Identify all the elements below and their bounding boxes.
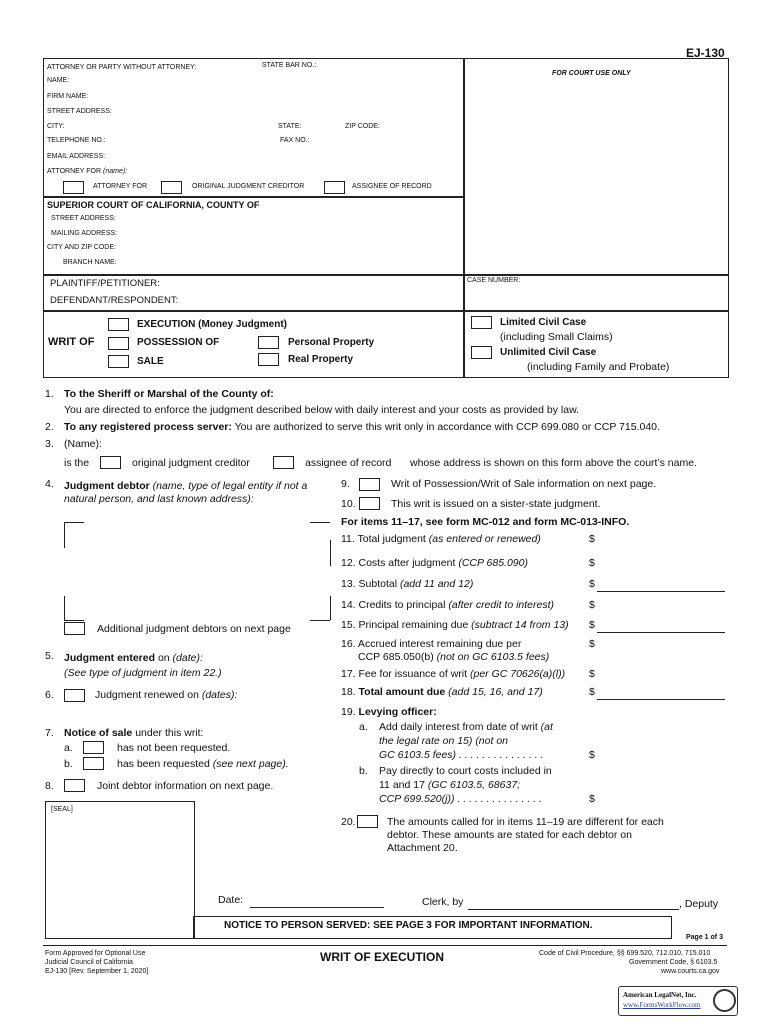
assignee-checkbox[interactable]	[324, 181, 345, 194]
logo-website[interactable]: www.FormsWorkFlow.com	[623, 1001, 701, 1009]
court-use-label: FOR COURT USE ONLY	[552, 70, 631, 77]
possession-checkbox[interactable]	[108, 337, 129, 350]
additional-debtors-label: Additional judgment debtors on next page	[97, 623, 291, 635]
item3-is-the: is the	[64, 457, 90, 469]
limited-case-sub: (including Small Claims)	[500, 331, 613, 343]
clerk-label: Clerk, by	[422, 896, 464, 908]
item7-number: 7.	[45, 727, 54, 739]
debtor-bracket-right-bottom	[330, 596, 331, 620]
name-label: NAME:	[47, 77, 70, 84]
item19b-line2: 11 and 17 (GC 6103.5, 68637;	[379, 779, 521, 791]
seal-label: [SEAL]	[51, 806, 73, 813]
footer-left-2: Judicial Council of California	[45, 959, 133, 966]
sale-checkbox[interactable]	[108, 355, 129, 368]
unlimited-case-option: Unlimited Civil Case	[500, 347, 597, 358]
item19a-line1: Add daily interest from date of writ (at	[379, 721, 553, 733]
item5-number: 5.	[45, 650, 54, 662]
item5-title: Judgment entered on (date):	[64, 652, 203, 664]
item5-sub: (See type of judgment in item 22.)	[64, 667, 222, 679]
defendant-label: DEFENDANT/RESPONDENT:	[50, 295, 179, 306]
debtor-bracket-left-top	[64, 522, 65, 548]
assignee-option: ASSIGNEE OF RECORD	[352, 183, 432, 190]
item8-number: 8.	[45, 780, 54, 792]
attorney-label: ATTORNEY OR PARTY WITHOUT ATTORNEY:	[47, 64, 197, 71]
court-street-label: STREET ADDRESS:	[51, 215, 116, 222]
item2-text: To any registered process server: You are authorized to serve this writ only in accordance with CCP 699.080 or CCP 715.040.	[64, 421, 660, 433]
item19a-line3: GC 6103.5 fees) . . . . . . . . . . . . . . .	[379, 749, 544, 761]
real-property-checkbox[interactable]	[258, 353, 279, 366]
item18-amount-line[interactable]	[597, 699, 725, 700]
footer-rule	[43, 945, 727, 946]
city-label: CITY:	[47, 123, 65, 130]
attorney-for-label: ATTORNEY FOR (name):	[47, 168, 128, 175]
email-label: EMAIL ADDRESS:	[47, 153, 106, 160]
debtor-bracket-bottom-right	[310, 620, 330, 621]
clerk-line[interactable]	[468, 909, 679, 910]
item9-checkbox[interactable]	[359, 478, 380, 491]
court-title: SUPERIOR COURT OF CALIFORNIA, COUNTY OF	[47, 200, 260, 210]
debtor-bracket-top-left	[64, 522, 84, 523]
item20-checkbox[interactable]	[357, 815, 378, 828]
item20-number: 20.	[341, 816, 356, 828]
item6-number: 6.	[45, 689, 54, 701]
limited-case-option: Limited Civil Case	[500, 317, 587, 328]
item19b-line3: CCP 699.520(j)) . . . . . . . . . . . . . . .	[379, 793, 542, 805]
item20-line3: Attachment 20.	[387, 842, 458, 854]
item17-label: 17. Fee for issuance of writ (per GC 70626(a)(l))	[341, 668, 566, 680]
item7b-checkbox[interactable]	[83, 757, 104, 770]
date-line[interactable]	[250, 907, 384, 908]
item7b-letter: b.	[64, 758, 73, 770]
real-property-option: Real Property	[288, 354, 354, 365]
item7-title: Notice of sale under this writ:	[64, 727, 204, 739]
state-label: STATE:	[278, 123, 302, 130]
item7b-label: has been requested (see next page).	[117, 758, 289, 770]
item10-checkbox[interactable]	[359, 497, 380, 510]
deputy-label: , Deputy	[679, 898, 719, 910]
item13-amount-line[interactable]	[597, 591, 725, 592]
item1-number: 1.	[45, 388, 54, 400]
item13-dollar: $	[589, 578, 595, 590]
item4-number: 4.	[45, 478, 54, 490]
street-label: STREET ADDRESS:	[47, 108, 112, 115]
item14-dollar: $	[589, 599, 595, 611]
notice-text: NOTICE TO PERSON SERVED: SEE PAGE 3 FOR IMPORTANT INFORMATION.	[224, 920, 593, 931]
item9-label: Writ of Possession/Writ of Sale information on next page.	[391, 478, 657, 490]
item16-label-a: 16. Accrued interest remaining due per	[341, 638, 522, 650]
item20-line2: debtor. These amounts are stated for each debtor on	[387, 829, 632, 841]
item7a-checkbox[interactable]	[83, 741, 104, 754]
item4-italic: natural person, and last known address):	[64, 493, 254, 505]
item20-line1: The amounts called for in items 11–19 are different for each	[387, 816, 664, 828]
debtor-bracket-top-right	[310, 522, 330, 523]
execution-option: EXECUTION (Money Judgment)	[137, 319, 288, 330]
item1-title: To the Sheriff or Marshal of the County of:	[64, 388, 274, 400]
item18-label: 18. Total amount due (add 15, 16, and 17)	[341, 686, 543, 698]
item10-label: This writ is issued on a sister-state judgment.	[391, 498, 601, 510]
date-label: Date:	[218, 894, 244, 906]
state-bar-label: STATE BAR NO.:	[262, 62, 317, 69]
item19a-dollar: $	[589, 749, 595, 761]
item12-label: 12. Costs after judgment (CCP 685.090)	[341, 557, 528, 569]
footer-right-1: Code of Civil Procedure, §§ 699.520, 712.010, 715.010	[539, 950, 711, 957]
unlimited-case-checkbox[interactable]	[471, 346, 492, 359]
footer-right-2: Government Code, § 6103.5	[629, 959, 718, 966]
additional-debtors-checkbox[interactable]	[64, 622, 85, 635]
footer-left-3: EJ-130 [Rev. September 1, 2020]	[45, 968, 149, 975]
item17-dollar: $	[589, 668, 595, 680]
plaintiff-label: PLAINTIFF/PETITIONER:	[50, 278, 160, 289]
item15-dollar: $	[589, 619, 595, 631]
item3-assignee-checkbox[interactable]	[273, 456, 294, 469]
limited-case-checkbox[interactable]	[471, 316, 492, 329]
item19b-dollar: $	[589, 793, 595, 805]
item15-amount-line[interactable]	[597, 632, 725, 633]
item6-checkbox[interactable]	[64, 689, 85, 702]
item18-dollar: $	[589, 686, 595, 698]
original-creditor-option: ORIGINAL JUDGMENT CREDITOR	[192, 183, 305, 190]
item9-number: 9.	[341, 478, 350, 490]
item16-dollar: $	[589, 638, 595, 650]
item4-title: Judgment debtor (name, type of legal entity if not a	[64, 480, 308, 492]
item3-assignee-label: assignee of record	[305, 457, 392, 469]
debtor-bracket-left-bottom	[64, 596, 65, 620]
sale-option: SALE	[137, 356, 164, 367]
item19a-letter: a.	[359, 721, 368, 733]
page-number: Page 1 of 3	[686, 934, 723, 941]
attorney-section	[43, 58, 465, 198]
item11-label: 11. Total judgment (as entered or renewed)	[341, 533, 541, 545]
unlimited-case-sub: (including Family and Probate)	[527, 361, 670, 373]
item7a-label: has not been requested.	[117, 742, 231, 754]
execution-checkbox[interactable]	[108, 318, 129, 331]
court-use-box	[463, 58, 729, 276]
fax-label: FAX NO.:	[280, 137, 310, 144]
firm-label: FIRM NAME:	[47, 93, 89, 100]
form-title: WRIT OF EXECUTION	[320, 950, 444, 964]
footer-left-1: Form Approved for Optional Use	[45, 950, 146, 957]
zip-label: ZIP CODE:	[345, 123, 380, 130]
item3-name-label: (Name):	[64, 438, 102, 450]
item7a-letter: a.	[64, 742, 73, 754]
items-header: For items 11–17, see form MC-012 and form MC-013-INFO.	[341, 516, 630, 528]
item19b-line1: Pay directly to court costs included in	[379, 765, 552, 777]
form-id: EJ-130	[686, 46, 725, 60]
attorney-for-option: ATTORNEY FOR	[93, 183, 148, 190]
original-creditor-checkbox[interactable]	[161, 181, 182, 194]
item15-label: 15. Principal remaining due (subtract 14 from 13)	[341, 619, 569, 631]
item1-text: You are directed to enforce the judgment described below with daily interest and your costs as provided by law.	[64, 404, 579, 416]
item19a-line2: the legal rate on 15) (not on	[379, 735, 509, 747]
writ-of-label: WRIT OF	[48, 336, 95, 348]
item3-original-label: original judgment creditor	[132, 457, 250, 469]
court-branch-label: BRANCH NAME:	[63, 259, 117, 266]
personal-property-option: Personal Property	[288, 337, 375, 348]
debtor-bracket-bottom-left	[64, 620, 84, 621]
footer-right-3: www.courts.ca.gov	[661, 968, 720, 975]
item10-number: 10.	[341, 498, 356, 510]
item6-label: Judgment renewed on (dates):	[95, 689, 238, 701]
case-number-label: CASE NUMBER:	[467, 277, 521, 284]
court-mailing-label: MAILING ADDRESS:	[51, 230, 118, 237]
logo-company: American LegalNet, Inc.	[623, 991, 697, 999]
debtor-bracket-right-top	[330, 540, 331, 566]
seal-box	[45, 801, 195, 939]
court-city-label: CITY AND ZIP CODE:	[47, 244, 116, 251]
item12-dollar: $	[589, 557, 595, 569]
item19b-letter: b.	[359, 765, 368, 777]
item8-label: Joint debtor information on next page.	[97, 780, 274, 792]
item13-label: 13. Subtotal (add 11 and 12)	[341, 578, 474, 590]
item8-checkbox[interactable]	[64, 779, 85, 792]
item14-label: 14. Credits to principal (after credit to interest)	[341, 599, 555, 611]
attorney-for-checkbox[interactable]	[63, 181, 84, 194]
logo-emblem-icon	[713, 989, 736, 1012]
personal-property-checkbox[interactable]	[258, 336, 279, 349]
item3-whose-text: whose address is shown on this form above the court’s name.	[410, 457, 697, 469]
item16-label-b: CCP 685.050(b) (not on GC 6103.5 fees)	[358, 651, 550, 663]
telephone-label: TELEPHONE NO.:	[47, 137, 106, 144]
item3-number: 3.	[45, 438, 54, 450]
item11-dollar: $	[589, 533, 595, 545]
item19-label: 19. Levying officer:	[341, 706, 437, 718]
possession-option: POSSESSION OF	[137, 337, 220, 348]
item3-original-checkbox[interactable]	[100, 456, 121, 469]
item2-number: 2.	[45, 421, 54, 433]
